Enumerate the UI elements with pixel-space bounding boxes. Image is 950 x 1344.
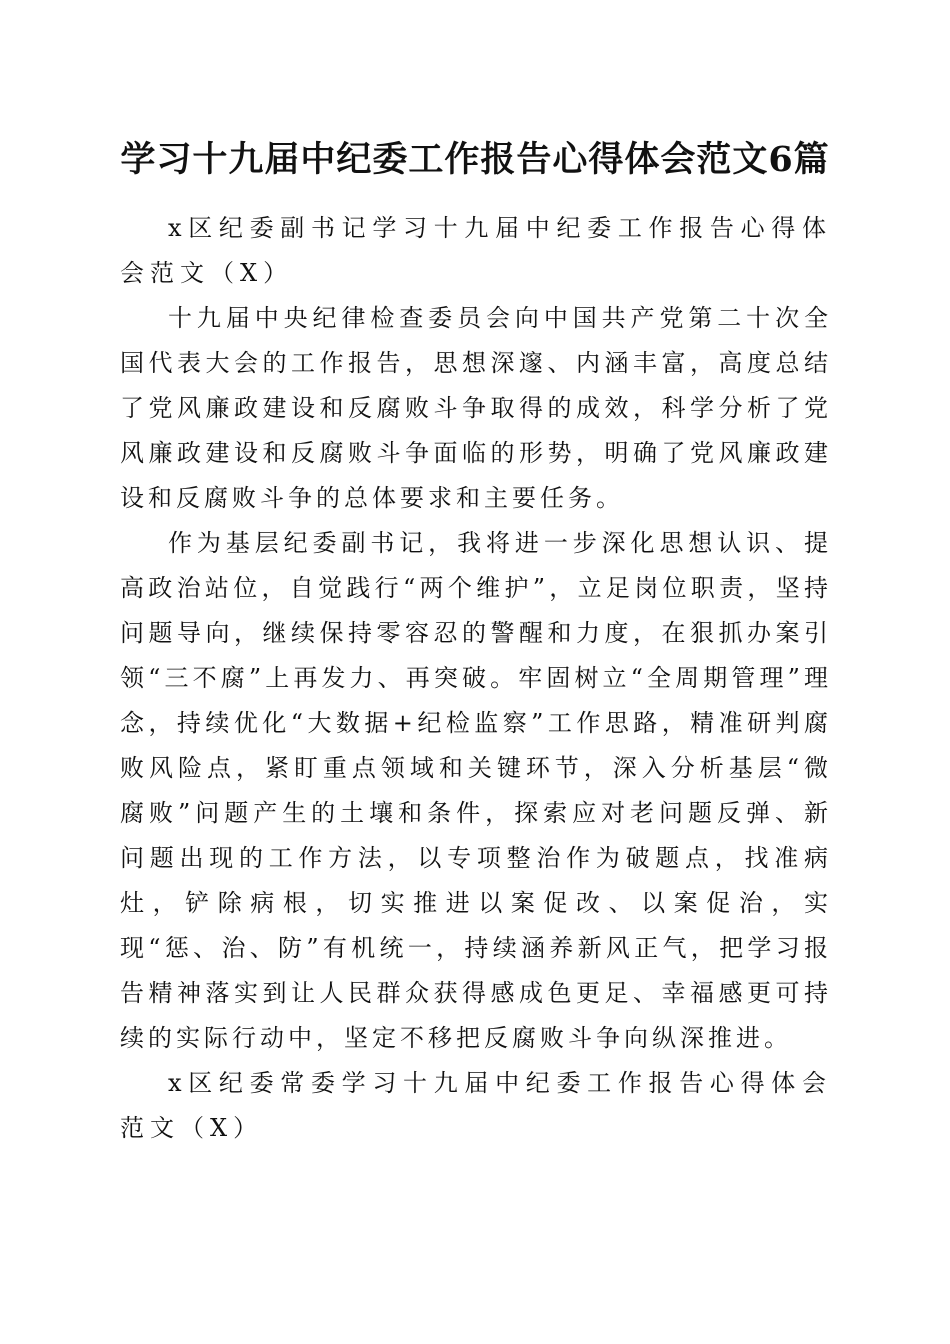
section-heading-1: x区纪委副书记学习十九届中纪委工作报告心得体会范文（X） (120, 214, 832, 287)
body-paragraph-1: 十九届中央纪律检查委员会向中国共产党第二十次全国代表大会的工作报告，思想深邃、内涵丰富，高度总结了党风廉政建设和反腐败斗争取得的成效，科学分析了党风廉政建设和反腐败斗争面临的形势，明确了党风廉政建设和反腐败斗争的总体要求和主要任务。 (120, 304, 832, 512)
section-heading-2: x区纪委常委学习十九届中纪委工作报告心得体会范文（X） (120, 1069, 832, 1142)
document-title: 学习十九届中纪委工作报告心得体会范文6篇 (120, 139, 830, 180)
body-paragraph-2: 作为基层纪委副书记，我将进一步深化思想认识、提高政治站位，自觉践行“两个维护”，立足岗位职责，坚持问题导向，继续保持零容忍的警醒和力度，在狠抓办案引领“三不腐”上再发力、再突破。牢固树立“全周期管理”理念，持续优化“大数据+纪检监察”工作思路，精准研判腐败风险点，紧盯重点领域和关键环节，深入分析基层“微腐败”问题产生的土壤和条件，探索应对老问题反弹、新问题出现的工作方法，以专项整治作为破题点，找准病灶，铲除病根，切实推进以案促改、以案促治，实现“惩、治、防”有机统一，持续涵养新风正气，把学习报告精神落实到让人民群众获得感成色更足、幸福感更可持续的实际行动中，坚定不移把反腐败斗争向纵深推进。 (120, 529, 832, 1052)
document-body (120, 206, 832, 1151)
